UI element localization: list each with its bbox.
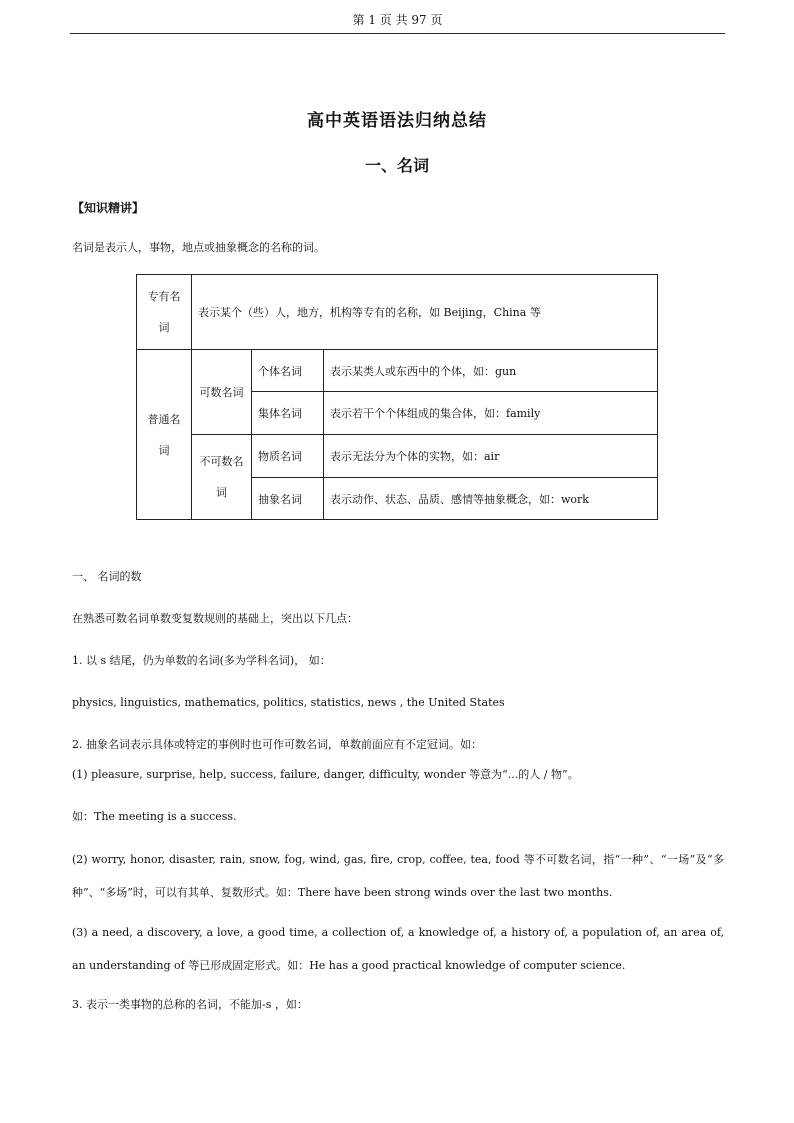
rule-2-item-2: (2) worry, honor, disaster, rain, snow, fog, wind, gas, fire, crop, coffee, tea, food 等不可数名词，指“一种”、“一场”及“多种”、“多场”时，可以有其单、复数形式。如：There have been strong winds over the last two months. xyxy=(72,853,724,899)
rule-1-examples: physics, linguistics, mathematics, politics, statistics, news , the United States xyxy=(72,696,505,709)
page-header: 第 1 页 共 97 页 xyxy=(352,13,443,27)
uncountable-head: 不可数名词 xyxy=(192,435,252,520)
table-row xyxy=(137,435,658,478)
rule-2: 2. 抽象名词表示具体或特定的事例时也可作可数名词，单数前面应有不定冠词。如： xyxy=(72,738,482,751)
noun-type: 抽象名词 xyxy=(252,478,324,520)
noun-desc: 表示若干个个体组成的集合体，如：family xyxy=(324,392,658,435)
noun-type: 集体名词 xyxy=(252,392,324,435)
header-rule xyxy=(70,33,725,34)
section-title: 一、名词 xyxy=(364,156,429,175)
noun-desc: 表示动作、状态、品质、感情等抽象概念，如：work xyxy=(324,478,658,520)
knowledge-tag: 【知识精讲】 xyxy=(72,201,145,215)
rule-1: 1. 以 s 结尾，仍为单数的名词(多为学科名词)， 如： xyxy=(72,654,331,667)
common-noun-head: 普通名词 xyxy=(137,350,192,520)
rule-3: 3. 表示一类事物的总称的名词，不能加-s ，如： xyxy=(72,998,308,1011)
intro-paragraph: 名词是表示人，事物，地点或抽象概念的名称的词。 xyxy=(72,241,325,254)
table-row xyxy=(137,275,658,350)
rule-2-item-3: (3) a need, a discovery, a love, a good time, a collection of, a knowledge of, a history of, a population of, an area of, an understanding of 等已形成固定形式。如：He has a good practical knowledge of computer science. xyxy=(72,926,724,972)
proper-noun-head: 专有名词 xyxy=(137,275,192,350)
table-row xyxy=(137,350,658,392)
noun-classification-table xyxy=(136,274,658,520)
rule-2-item-1: (1) pleasure, surprise, help, success, failure, danger, difficulty, wonder 等意为“...的人 / 物”。 xyxy=(72,768,579,781)
noun-type: 物质名词 xyxy=(252,435,324,478)
document-title: 高中英语语法归纳总结 xyxy=(307,111,487,131)
noun-desc: 表示无法分为个体的实物，如：air xyxy=(324,435,658,478)
section-intro: 在熟悉可数名词单数变复数规则的基础上，突出以下几点： xyxy=(72,612,358,625)
countable-head: 可数名词 xyxy=(192,350,252,435)
section-heading: 一、 名词的数 xyxy=(72,570,142,583)
proper-noun-desc: 表示某个（些）人，地方，机构等专有的名称，如 Beijing，China 等 xyxy=(192,275,658,350)
noun-type: 个体名词 xyxy=(252,350,324,392)
noun-desc: 表示某类人或东西中的个体，如：gun xyxy=(324,350,658,392)
rule-2-item-1-example: 如：The meeting is a success. xyxy=(72,810,237,823)
